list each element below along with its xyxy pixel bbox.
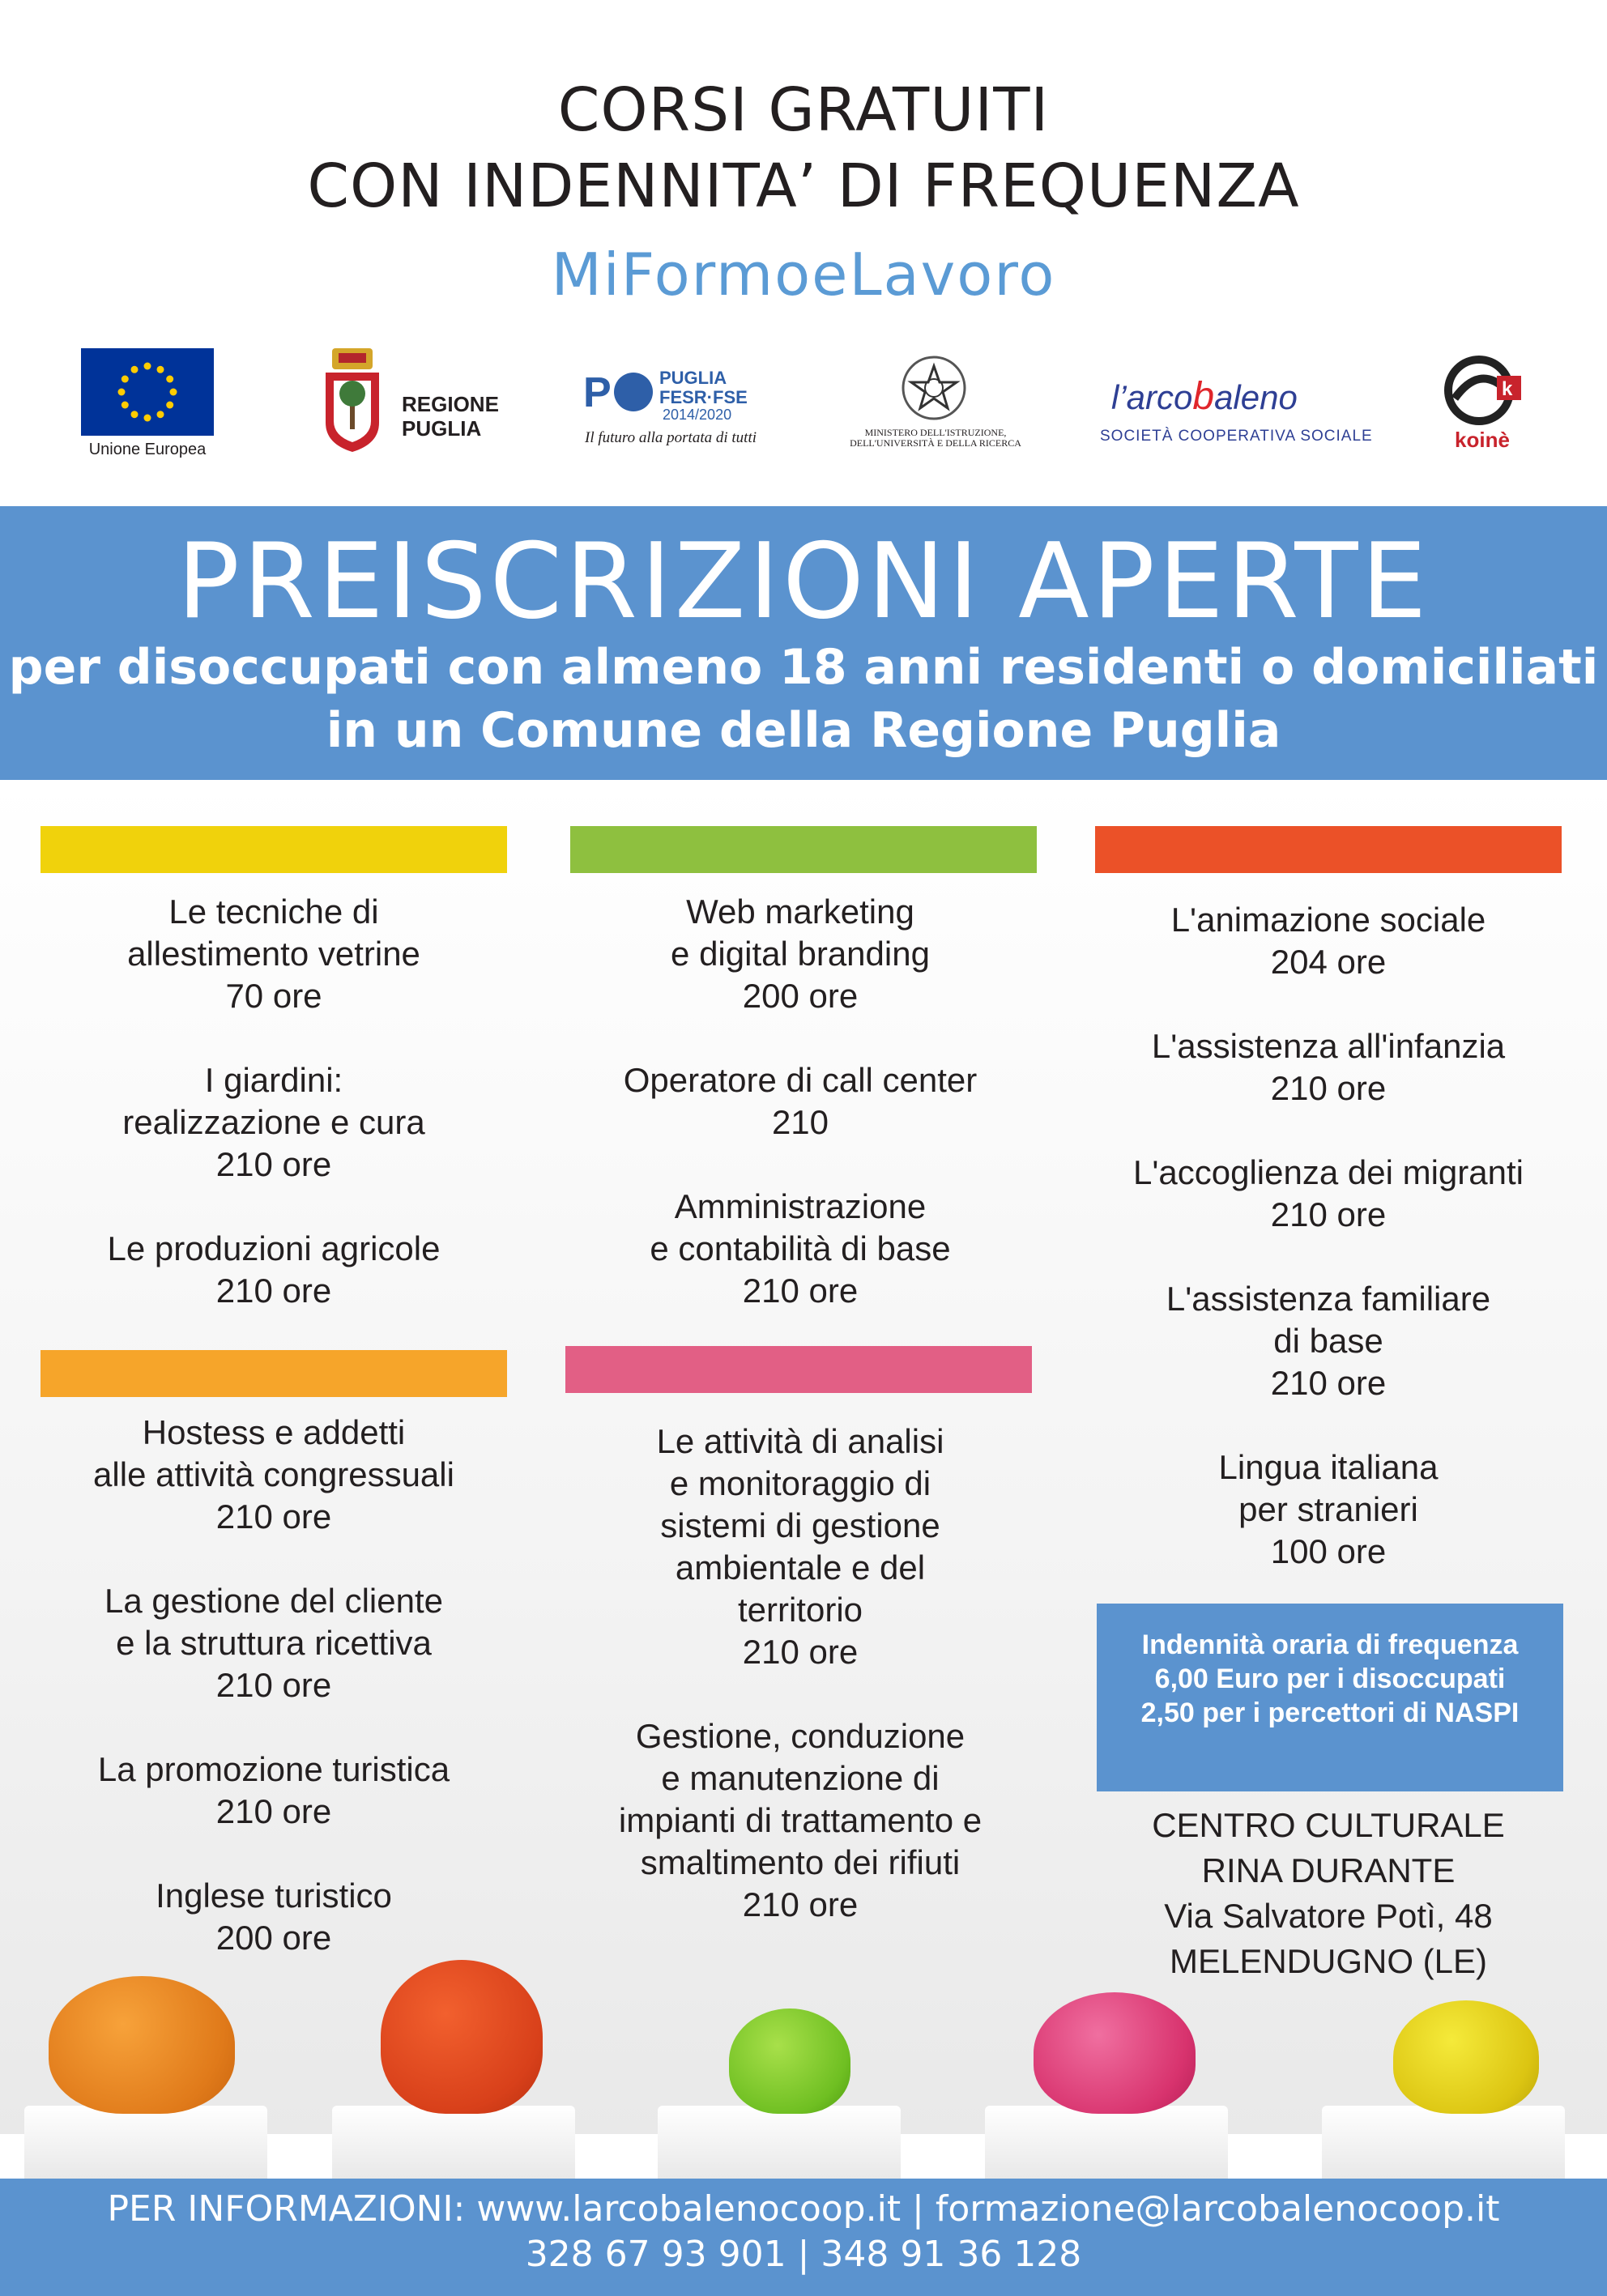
miur-caption <box>834 428 1037 449</box>
eu-star-icon <box>118 389 126 396</box>
pink-cactus-image <box>1034 1992 1196 2114</box>
text-line: e la struttura ricettiva <box>116 1624 432 1662</box>
koine-logo <box>1439 348 1528 454</box>
eu-flag-logo <box>81 348 214 436</box>
text-line: L'accoglienza dei migranti <box>1133 1153 1524 1191</box>
text-line: L'assistenza all'infanzia <box>1151 1027 1506 1065</box>
text-line: 204 ore <box>1270 943 1387 981</box>
eu-star-icon <box>121 402 129 409</box>
text-line: 100 ore <box>1270 1532 1387 1570</box>
category-bar-pink <box>565 1346 1032 1393</box>
text-line: e manutenzione di <box>661 1759 940 1797</box>
text-line: 210 <box>771 1103 829 1141</box>
text-line: Le attività di analisi <box>656 1422 944 1460</box>
text-line: Le tecniche di <box>168 892 379 931</box>
text-line: I giardini: <box>204 1061 343 1099</box>
miur-caption-1: MINISTERO DELL'ISTRUZIONE, <box>864 427 1007 438</box>
headline-line-1: CORSI GRATUITI <box>557 75 1050 145</box>
venue-address <box>1085 1803 1571 1984</box>
text-line: 210 ore <box>215 1145 332 1183</box>
category-bar-red <box>1095 826 1562 873</box>
text-line: 210 ore <box>1270 1069 1387 1107</box>
koine-word: koinè <box>1455 428 1510 452</box>
yellow-cactus-image <box>1393 2000 1539 2114</box>
miur-caption-2: DELL'UNIVERSITÀ E DELLA RICERCA <box>850 437 1021 449</box>
course-call-center <box>559 1059 1042 1144</box>
text-line: 70 ore <box>225 977 322 1015</box>
footer-contacts: PER INFORMAZIONI: www.larcobalenocoop.it | formazione@larcobalenocoop.it <box>107 2188 1500 2230</box>
text-line: 210 ore <box>215 1792 332 1830</box>
course-vetrine <box>40 891 507 1017</box>
banner-subtitle-1: per disoccupati con almeno 18 anni residenti o domiciliati <box>8 639 1599 696</box>
course-gestione-cliente <box>40 1580 507 1706</box>
eu-star-icon <box>170 389 177 396</box>
text-line: ambientale e del <box>675 1548 926 1587</box>
text-line: Amministrazione <box>674 1187 927 1225</box>
category-bar-yellow <box>40 826 507 873</box>
eu-star-icon <box>157 411 164 418</box>
red-cactus-image <box>381 1960 543 2114</box>
text-line: Operatore di call center <box>623 1061 978 1099</box>
text-line: 210 ore <box>1270 1364 1387 1402</box>
text-line: Hostess e addetti <box>142 1413 406 1451</box>
headline-line-2: CON INDENNITA’ DI FREQUENZA <box>307 151 1300 221</box>
text-line: L'assistenza familiare <box>1166 1280 1491 1318</box>
regione-line-1: REGIONE <box>402 392 499 416</box>
text-line: 200 ore <box>742 977 859 1015</box>
text-line: allestimento vetrine <box>127 935 420 973</box>
text-line: sistemi di gestione <box>660 1506 940 1544</box>
po-puglia-word: PUGLIA <box>659 368 727 388</box>
text-line: e contabilità di base <box>650 1229 951 1267</box>
koine-k: k <box>1502 378 1513 400</box>
text-line: Lingua italiana <box>1218 1448 1439 1486</box>
text-line: La gestione del cliente <box>104 1582 443 1620</box>
text-line: realizzazione e cura <box>122 1103 425 1141</box>
arco-b: b <box>1192 375 1215 418</box>
po-fesr-word: FESR·FSE <box>659 387 748 407</box>
text-line: 2,50 per i percettori di NASPI <box>1140 1698 1520 1728</box>
text-line: per stranieri <box>1238 1490 1418 1528</box>
course-hostess <box>40 1412 507 1538</box>
eu-star-icon <box>157 366 164 373</box>
eu-star-icon <box>144 415 151 422</box>
text-line: MELENDUGNO (LE) <box>1169 1942 1488 1980</box>
svg-text:P: P <box>583 369 612 416</box>
text-line: Indennità oraria di frequenza <box>1141 1629 1519 1660</box>
text-line: L'animazione sociale <box>1170 901 1486 939</box>
course-accoglienza-migranti <box>1082 1152 1575 1236</box>
text-line: 210 ore <box>215 1497 332 1536</box>
course-impianti-rifiuti <box>559 1715 1042 1926</box>
text-line: territorio <box>737 1591 863 1629</box>
text-line: RINA DURANTE <box>1201 1851 1456 1889</box>
text-line: 210 ore <box>215 1666 332 1704</box>
po-tagline: Il futuro alla portata di tutti <box>585 429 757 446</box>
indemnity-box <box>1097 1604 1563 1791</box>
larcobaleno-logo <box>1111 374 1298 419</box>
text-line: smaltimento dei rifiuti <box>640 1843 961 1881</box>
course-amministrazione <box>559 1186 1042 1312</box>
banner-subtitle-2: in un Comune della Regione Puglia <box>326 702 1281 759</box>
course-analisi-ambientale <box>559 1421 1042 1673</box>
text-line: 6,00 Euro per i disoccupati <box>1154 1663 1506 1694</box>
regione-puglia-shield-logo <box>322 348 382 454</box>
course-assistenza-infanzia <box>1082 1025 1575 1110</box>
arco-pre: l’arco <box>1111 378 1193 416</box>
course-lingua-italiana <box>1082 1446 1575 1573</box>
arco-post: aleno <box>1214 378 1298 416</box>
eu-star-icon <box>166 376 173 383</box>
text-line: e monitoraggio di <box>669 1464 931 1502</box>
italian-republic-emblem-logo <box>899 353 969 423</box>
text-line: 200 ore <box>215 1919 332 1957</box>
larcobaleno-subtitle: SOCIETÀ COOPERATIVA SOCIALE <box>1100 428 1373 445</box>
course-produzioni-agricole <box>40 1228 507 1312</box>
text-line: 210 ore <box>742 1885 859 1923</box>
eu-star-icon <box>166 402 173 409</box>
text-line: impianti di trattamento e <box>618 1801 983 1839</box>
green-cactus-image <box>729 2008 850 2114</box>
eu-star-icon <box>131 411 139 418</box>
eu-star-icon <box>144 363 151 370</box>
brand-name: MiFormoeLavoro <box>551 241 1056 309</box>
regione-puglia-text <box>402 392 499 441</box>
course-inglese-turistico <box>40 1875 507 1959</box>
course-web-marketing <box>559 891 1042 1017</box>
banner-title: PREISCRIZIONI APERTE <box>177 522 1430 642</box>
text-line: La promozione turistica <box>97 1750 450 1788</box>
text-line: Gestione, conduzione <box>635 1717 965 1755</box>
text-line: Inglese turistico <box>156 1876 392 1915</box>
text-line: 210 ore <box>742 1272 859 1310</box>
po-years: 2014/2020 <box>663 407 732 423</box>
course-animazione-sociale <box>1082 899 1575 983</box>
eu-caption: Unione Europea <box>88 441 207 458</box>
text-line: 210 ore <box>742 1633 859 1671</box>
eu-star-icon <box>131 366 139 373</box>
text-line: 210 ore <box>215 1272 332 1310</box>
regione-line-2: PUGLIA <box>402 416 482 441</box>
eu-star-icon <box>121 376 129 383</box>
text-line: e digital branding <box>671 935 930 973</box>
course-giardini <box>40 1059 507 1186</box>
course-promozione-turistica <box>40 1749 507 1833</box>
course-assistenza-familiare <box>1082 1278 1575 1404</box>
text-line: CENTRO CULTURALE <box>1152 1806 1505 1844</box>
text-line: 210 ore <box>1270 1195 1387 1233</box>
text-line: alle attività congressuali <box>93 1455 454 1493</box>
text-line: Web marketing <box>686 892 914 931</box>
category-bar-orange <box>40 1350 507 1397</box>
text-line: di base <box>1273 1322 1383 1360</box>
text-line: Via Salvatore Potì, 48 <box>1164 1897 1493 1935</box>
footer-phones: 328 67 93 901 | 348 91 36 128 <box>525 2234 1082 2275</box>
category-bar-green <box>570 826 1037 873</box>
orange-cactus-image <box>49 1976 235 2114</box>
text-line: Le produzioni agricole <box>107 1229 441 1267</box>
